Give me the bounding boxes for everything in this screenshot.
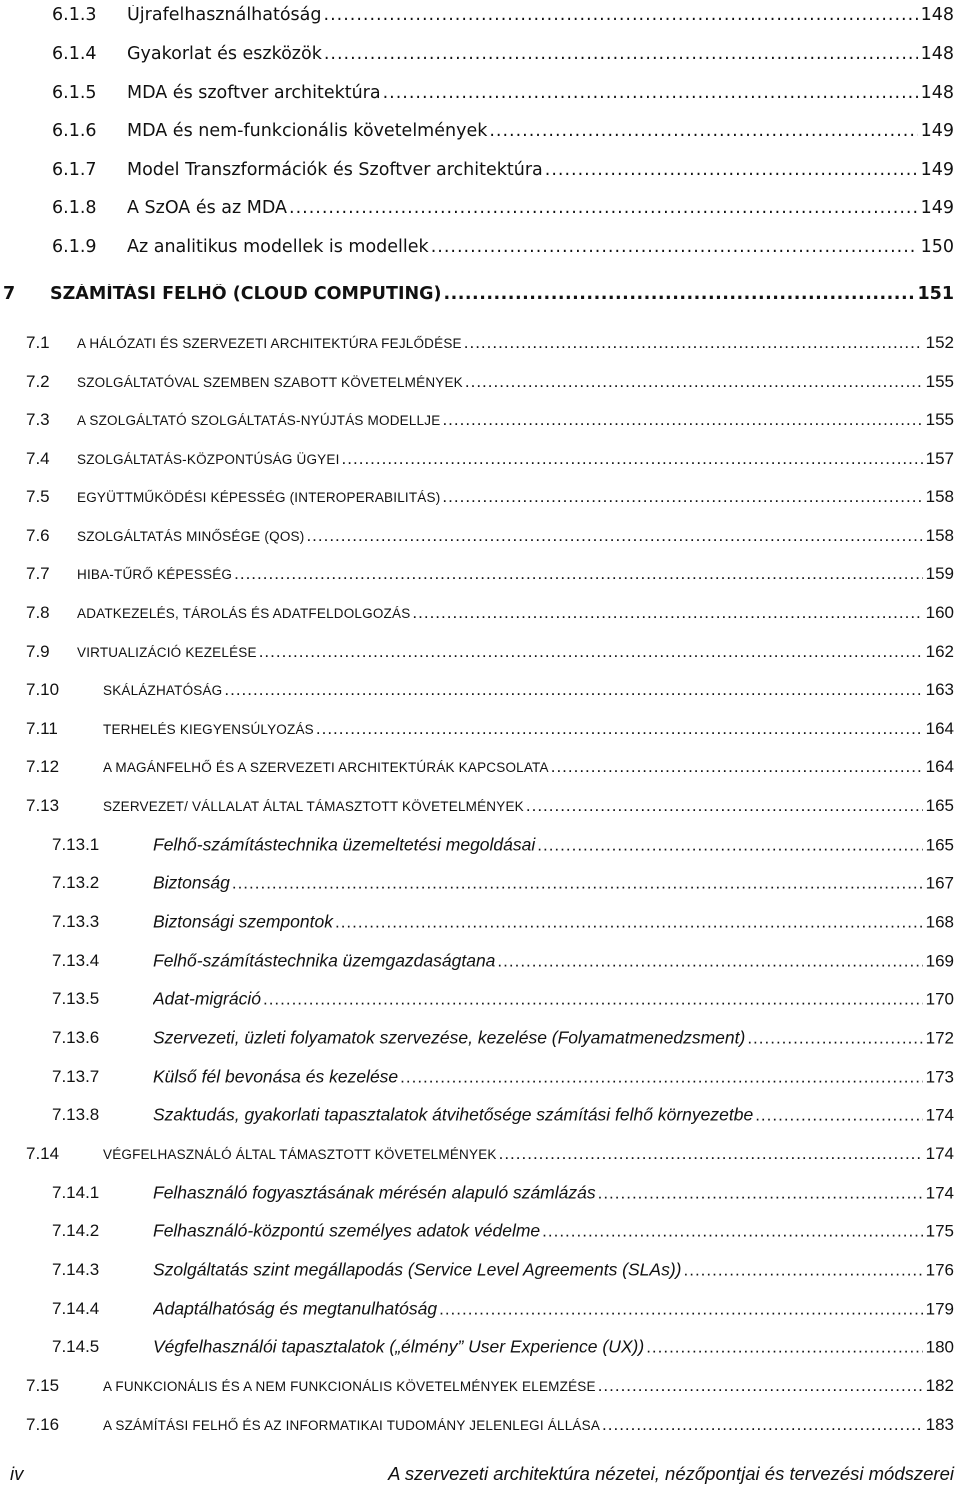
toc-entry-line bbox=[127, 160, 954, 180]
toc-entry-number: 7.5 bbox=[26, 487, 50, 506]
toc-entry-title[interactable]: Adat-migráció bbox=[153, 988, 261, 1009]
toc-entry-title[interactable]: Felhő-számítástechnika üzemeltetési megoldásai bbox=[153, 834, 536, 855]
toc-entry-number: 6.1.7 bbox=[52, 160, 97, 180]
toc-entry-title[interactable]: TERHELÉS KIEGYENSÚLYOZÁS bbox=[103, 722, 314, 737]
toc-dot-leader bbox=[259, 642, 923, 662]
toc-entry[interactable] bbox=[0, 0, 960, 30]
toc-entry-page: 149 bbox=[920, 198, 954, 218]
toc-dot-leader bbox=[383, 83, 918, 103]
toc-entry-number: 7.14 bbox=[26, 1144, 60, 1163]
toc-entry-title[interactable]: EGYÜTTMŰKÖDÉSI KÉPESSÉG (INTEROPERABILITÁS) bbox=[77, 490, 441, 505]
toc-entry[interactable] bbox=[0, 1023, 960, 1053]
toc-entry-title[interactable]: VIRTUALIZÁCIÓ KEZELÉSE bbox=[77, 645, 257, 660]
toc-dot-leader bbox=[335, 913, 923, 933]
toc-dot-leader bbox=[431, 237, 918, 257]
toc-entry-page: 164 bbox=[925, 719, 954, 738]
toc-entry-line bbox=[77, 526, 954, 546]
toc-entry-page: 180 bbox=[925, 1337, 954, 1357]
toc-entry-number: 7.2 bbox=[26, 372, 50, 391]
toc-entry-number: 7.14.4 bbox=[52, 1299, 100, 1318]
toc-entry-number: 7.6 bbox=[26, 526, 50, 545]
toc-entry-page: 158 bbox=[925, 487, 954, 506]
toc-dot-leader bbox=[289, 198, 918, 218]
toc-entry-page: 182 bbox=[925, 1376, 954, 1395]
toc-dot-leader bbox=[602, 1415, 923, 1435]
toc-entry-title[interactable]: Felhő-számítástechnika üzemgazdaságtana bbox=[153, 950, 496, 971]
toc-entry[interactable] bbox=[0, 946, 960, 976]
toc-entry-page: 155 bbox=[925, 372, 954, 391]
toc-entry-page: 149 bbox=[920, 121, 954, 141]
toc-entry-line bbox=[50, 284, 954, 304]
toc-entry-title[interactable]: Adaptálhatóság és megtanulhatóság bbox=[153, 1298, 438, 1319]
toc-entry-line bbox=[153, 1337, 954, 1358]
toc-entry[interactable] bbox=[0, 1332, 960, 1362]
toc-entry-line bbox=[127, 5, 954, 25]
toc-entry[interactable] bbox=[0, 367, 960, 397]
toc-dot-leader bbox=[499, 1144, 923, 1164]
toc-entry[interactable] bbox=[0, 279, 960, 309]
toc-entry-line bbox=[77, 487, 954, 507]
toc-entry-page: 151 bbox=[917, 284, 954, 304]
toc-entry-number: 6.1.4 bbox=[52, 44, 97, 64]
toc-entry[interactable] bbox=[0, 1255, 960, 1285]
toc-entry-page: 167 bbox=[925, 873, 954, 893]
toc-entry-page: 174 bbox=[925, 1105, 954, 1125]
toc-entry-title[interactable]: MDA és szoftver architektúra bbox=[127, 83, 381, 103]
toc-dot-leader bbox=[263, 990, 923, 1010]
toc-entry-number: 7 bbox=[3, 284, 16, 304]
toc-entry-page: 148 bbox=[920, 44, 954, 64]
toc-entry-line bbox=[153, 1028, 954, 1049]
toc-entry-page: 165 bbox=[925, 835, 954, 855]
toc-entry-title[interactable]: Gyakorlat és eszközök bbox=[127, 44, 322, 64]
toc-entry-line bbox=[153, 1221, 954, 1242]
footer-book-title: A szervezeti architektúra nézetei, nézőpontjai és tervezési módszerei bbox=[388, 1463, 954, 1484]
toc-entry-title[interactable]: MDA és nem-funkcionális követelmények bbox=[127, 121, 488, 141]
toc-dot-leader bbox=[442, 487, 922, 507]
toc-entry-number: 7.13.6 bbox=[52, 1028, 100, 1047]
toc-dot-leader bbox=[497, 952, 922, 972]
toc-entry-title[interactable]: SZOLGÁLTATÁS MINŐSÉGE (QOS) bbox=[77, 529, 305, 544]
toc-entry-page: 176 bbox=[925, 1260, 954, 1280]
toc-entry-line bbox=[153, 835, 954, 856]
toc-entry-number: 7.13.5 bbox=[52, 989, 100, 1008]
toc-entry-page: 157 bbox=[925, 449, 954, 468]
toc-entry-number: 6.1.6 bbox=[52, 121, 97, 141]
toc-dot-leader bbox=[324, 44, 918, 64]
toc-entry-line bbox=[77, 564, 954, 584]
toc-dot-leader bbox=[537, 836, 922, 856]
toc-entry[interactable] bbox=[0, 155, 960, 185]
toc-entry[interactable] bbox=[0, 521, 960, 551]
toc-entry-number: 7.13.7 bbox=[52, 1067, 100, 1086]
toc-entry[interactable] bbox=[0, 1178, 960, 1208]
toc-entry-page: 174 bbox=[925, 1144, 954, 1163]
toc-entry-number: 7.13.2 bbox=[52, 873, 100, 892]
toc-dot-leader bbox=[443, 284, 914, 304]
toc-entry-title[interactable]: SZOLGÁLTATÓVAL SZEMBEN SZABOTT KÖVETELMÉNYEK bbox=[77, 375, 463, 390]
toc-entry-page: 183 bbox=[925, 1415, 954, 1434]
toc-entry-line bbox=[153, 989, 954, 1010]
toc-entry[interactable] bbox=[0, 1371, 960, 1401]
toc-dot-leader bbox=[316, 719, 923, 739]
toc-entry-line bbox=[103, 719, 954, 739]
toc-entry-line bbox=[153, 1183, 954, 1204]
toc-entry-title[interactable]: Szervezeti, üzleti folyamatok szervezése, kezelése (Folyamatmenedzsment) bbox=[153, 1027, 746, 1048]
toc-entry-line bbox=[103, 757, 954, 777]
toc-entry[interactable] bbox=[0, 482, 960, 512]
toc-entry-number: 6.1.9 bbox=[52, 237, 97, 257]
toc-entry-page: 152 bbox=[925, 333, 954, 352]
toc-dot-leader bbox=[324, 5, 918, 25]
toc-entry-title[interactable]: HIBA-TŰRŐ KÉPESSÉG bbox=[77, 567, 233, 582]
toc-entry-number: 7.16 bbox=[26, 1415, 60, 1434]
toc-entry-line bbox=[153, 1299, 954, 1320]
toc-entry-line bbox=[77, 449, 954, 469]
toc-entry[interactable] bbox=[0, 193, 960, 223]
toc-dot-leader bbox=[598, 1376, 923, 1396]
toc-entry[interactable] bbox=[0, 328, 960, 358]
toc-entry-number: 7.13.3 bbox=[52, 912, 100, 931]
toc-entry-number: 7.13.8 bbox=[52, 1105, 100, 1124]
toc-entry-line bbox=[153, 951, 954, 972]
toc-entry[interactable] bbox=[0, 637, 960, 667]
toc-entry[interactable] bbox=[0, 984, 960, 1014]
toc-entry-page: 158 bbox=[925, 526, 954, 545]
toc-entry-page: 159 bbox=[925, 564, 954, 583]
toc-dot-leader bbox=[542, 1222, 922, 1242]
toc-entry-line bbox=[77, 372, 954, 392]
toc-entry[interactable] bbox=[0, 1410, 960, 1440]
toc-entry-line bbox=[153, 1260, 954, 1281]
toc-entry-page: 169 bbox=[925, 951, 954, 971]
toc-entry-line bbox=[77, 642, 954, 662]
toc-entry-title[interactable]: A MAGÁNFELHŐ ÉS A SZERVEZETI ARCHITEKTÚRÁK KAPCSOLATA bbox=[103, 760, 549, 775]
toc-entry-page: 168 bbox=[925, 912, 954, 932]
toc-entry[interactable] bbox=[0, 868, 960, 898]
toc-entry[interactable] bbox=[0, 907, 960, 937]
toc-dot-leader bbox=[526, 796, 923, 816]
toc-dot-leader bbox=[646, 1338, 922, 1358]
toc-entry-line bbox=[103, 796, 954, 816]
toc-entry-page: 148 bbox=[920, 83, 954, 103]
toc-entry-page: 163 bbox=[925, 680, 954, 699]
toc-entry-line bbox=[103, 1144, 954, 1164]
toc-entry-title[interactable]: SZÁMÍTÁSI FELHŐ (CLOUD COMPUTING) bbox=[50, 284, 442, 304]
toc-entry[interactable] bbox=[0, 1139, 960, 1169]
toc-entry-title[interactable]: Felhasználó-központú személyes adatok védelme bbox=[153, 1220, 541, 1241]
toc-entry-line bbox=[127, 44, 954, 64]
toc-entry-line bbox=[77, 603, 954, 623]
toc-entry-line bbox=[127, 198, 954, 218]
toc-dot-leader bbox=[489, 121, 917, 141]
toc-entry-title[interactable]: A SzOA és az MDA bbox=[127, 198, 287, 218]
toc-entry[interactable] bbox=[0, 791, 960, 821]
toc-entry-number: 7.11 bbox=[26, 719, 58, 738]
toc-entry-line bbox=[127, 83, 954, 103]
toc-entry-line bbox=[153, 912, 954, 933]
toc-entry[interactable] bbox=[0, 714, 960, 744]
toc-entry-page: 165 bbox=[925, 796, 954, 815]
toc-entry[interactable] bbox=[0, 78, 960, 108]
toc-entry[interactable] bbox=[0, 232, 960, 262]
toc-entry-number: 7.14.3 bbox=[52, 1260, 100, 1279]
toc-dot-leader bbox=[598, 1184, 923, 1204]
toc-entry[interactable] bbox=[0, 116, 960, 146]
toc-entry-page: 160 bbox=[925, 603, 954, 622]
toc-entry-number: 7.8 bbox=[26, 603, 50, 622]
toc-dot-leader bbox=[439, 1300, 923, 1320]
toc-entry-title[interactable]: Az analitikus modellek is modellek bbox=[127, 237, 429, 257]
toc-entry-page: 175 bbox=[925, 1221, 954, 1241]
toc-entry-page: 173 bbox=[925, 1067, 954, 1087]
toc-entry-page: 164 bbox=[925, 757, 954, 776]
toc-entry-title[interactable]: ADATKEZELÉS, TÁROLÁS ÉS ADATFELDOLGOZÁS bbox=[77, 606, 411, 621]
toc-entry-number: 7.14.2 bbox=[52, 1221, 100, 1240]
toc-entry-line bbox=[127, 237, 954, 257]
toc-entry-line bbox=[103, 1376, 954, 1396]
toc-entry-number: 7.4 bbox=[26, 449, 50, 468]
footer-page-number: iv bbox=[10, 1463, 24, 1484]
toc-dot-leader bbox=[234, 564, 922, 584]
toc-entry-page: 162 bbox=[925, 642, 954, 661]
toc-entry-title[interactable]: A FUNKCIONÁLIS ÉS A NEM FUNKCIONÁLIS KÖVETELMÉNYEK ELEMZÉSE bbox=[103, 1379, 596, 1394]
toc-dot-leader bbox=[684, 1261, 923, 1281]
toc-entry-number: 7.12 bbox=[26, 757, 60, 776]
toc-entry[interactable] bbox=[0, 1100, 960, 1130]
toc-dot-leader bbox=[442, 410, 922, 430]
toc-dot-leader bbox=[545, 160, 918, 180]
toc-entry-line bbox=[103, 1415, 954, 1435]
toc-entry-number: 7.9 bbox=[26, 642, 50, 661]
toc-entry[interactable] bbox=[0, 405, 960, 435]
toc-entry-title[interactable]: SZOLGÁLTATÁS-KÖZPONTÚSÁG ÜGYEI bbox=[77, 452, 340, 467]
toc-entry-title[interactable]: SKÁLÁZHATÓSÁG bbox=[103, 683, 223, 698]
toc-entry-number: 7.1 bbox=[26, 333, 50, 352]
toc-dot-leader bbox=[306, 526, 922, 546]
toc-entry[interactable] bbox=[0, 559, 960, 589]
toc-entry-line bbox=[153, 1105, 954, 1126]
toc-entry[interactable] bbox=[0, 830, 960, 860]
toc-entry[interactable] bbox=[0, 1062, 960, 1092]
toc-entry-title[interactable]: A HÁLÓZATI ÉS SZERVEZETI ARCHITEKTÚRA FEJLŐDÉSE bbox=[77, 336, 462, 351]
toc-dot-leader bbox=[400, 1068, 922, 1088]
toc-entry-page: 155 bbox=[925, 410, 954, 429]
toc-dot-leader bbox=[747, 1029, 922, 1049]
toc-entry-title[interactable]: Újrafelhasználhatóság bbox=[127, 5, 322, 25]
toc-entry-page: 170 bbox=[925, 989, 954, 1009]
toc-entry-number: 6.1.5 bbox=[52, 83, 97, 103]
toc-dot-leader bbox=[551, 757, 923, 777]
toc-entry[interactable] bbox=[0, 675, 960, 705]
toc-entry-number: 7.15 bbox=[26, 1376, 60, 1395]
toc-entry-title[interactable]: VÉGFELHASZNÁLÓ ÁLTAL TÁMASZTOTT KÖVETELMÉNYEK bbox=[103, 1147, 497, 1162]
toc-entry[interactable] bbox=[0, 39, 960, 69]
toc-entry-line bbox=[127, 121, 954, 141]
toc-entry-title[interactable]: Külső fél bevonása és kezelése bbox=[153, 1066, 399, 1087]
toc-dot-leader bbox=[342, 449, 923, 469]
toc-dot-leader bbox=[464, 333, 923, 353]
toc-entry-line bbox=[153, 1067, 954, 1088]
toc-entry-number: 7.7 bbox=[26, 564, 50, 583]
toc-entry-title[interactable]: Szolgáltatás szint megállapodás (Service Level Agreements (SLAs)) bbox=[153, 1259, 682, 1280]
page-footer bbox=[0, 1463, 960, 1493]
toc-entry-number: 7.10 bbox=[26, 680, 60, 699]
toc-entry-line bbox=[77, 333, 954, 353]
toc-entry-title[interactable]: Végfelhasználói tapasztalatok („élmény” User Experience (UX)) bbox=[153, 1336, 645, 1357]
toc-entry-title[interactable]: Szaktudás, gyakorlati tapasztalatok átvihetősége számítási felhő környezetbe bbox=[153, 1104, 754, 1125]
toc-entry-page: 174 bbox=[925, 1183, 954, 1203]
toc-entry-title[interactable]: Model Transzformációk és Szoftver architektúra bbox=[127, 160, 543, 180]
toc-entry-number: 7.13.4 bbox=[52, 951, 100, 970]
toc-entry[interactable] bbox=[0, 598, 960, 628]
toc-entry-line bbox=[103, 680, 954, 700]
toc-entry-number: 7.13 bbox=[26, 796, 60, 815]
toc-entry[interactable] bbox=[0, 1294, 960, 1324]
toc-entry[interactable] bbox=[0, 1216, 960, 1246]
toc-dot-leader bbox=[224, 680, 922, 700]
toc-entry[interactable] bbox=[0, 752, 960, 782]
toc-entry-title[interactable]: Biztonság bbox=[153, 872, 230, 893]
toc-entry-number: 7.14.1 bbox=[52, 1183, 100, 1202]
toc-dot-leader bbox=[412, 603, 922, 623]
toc-entry-title[interactable]: A SZOLGÁLTATÓ SZOLGÁLTATÁS-NYÚJTÁS MODELLJE bbox=[77, 413, 441, 428]
toc-entry-page: 172 bbox=[925, 1028, 954, 1048]
toc-entry-number: 6.1.3 bbox=[52, 5, 97, 25]
toc-entry-page: 149 bbox=[920, 160, 954, 180]
toc-entry-number: 6.1.8 bbox=[52, 198, 97, 218]
toc-dot-leader bbox=[232, 874, 923, 894]
toc-entry-title[interactable]: A SZÁMÍTÁSI FELHŐ ÉS AZ INFORMATIKAI TUDOMÁNY JELENLEGI ÁLLÁSA bbox=[103, 1418, 601, 1433]
toc-entry-number: 7.13.1 bbox=[52, 835, 100, 854]
toc-entry-title[interactable]: Felhasználó fogyasztásának mérésén alapuló számlázás bbox=[153, 1182, 596, 1203]
toc-entry-title[interactable]: Biztonsági szempontok bbox=[153, 911, 333, 932]
toc-entry-page: 150 bbox=[920, 237, 954, 257]
toc-entry-title[interactable]: SZERVEZET/ VÁLLALAT ÁLTAL TÁMASZTOTT KÖVETELMÉNYEK bbox=[103, 799, 524, 814]
toc-dot-leader bbox=[755, 1106, 922, 1126]
toc-entry-page: 179 bbox=[925, 1299, 954, 1319]
toc-entry-number: 7.3 bbox=[26, 410, 50, 429]
toc-entry-number: 7.14.5 bbox=[52, 1337, 100, 1356]
toc-entry-page: 148 bbox=[920, 5, 954, 25]
toc-entry-line bbox=[153, 873, 954, 894]
toc-dot-leader bbox=[465, 372, 923, 392]
toc-entry-line bbox=[77, 410, 954, 430]
toc-entry[interactable] bbox=[0, 444, 960, 474]
